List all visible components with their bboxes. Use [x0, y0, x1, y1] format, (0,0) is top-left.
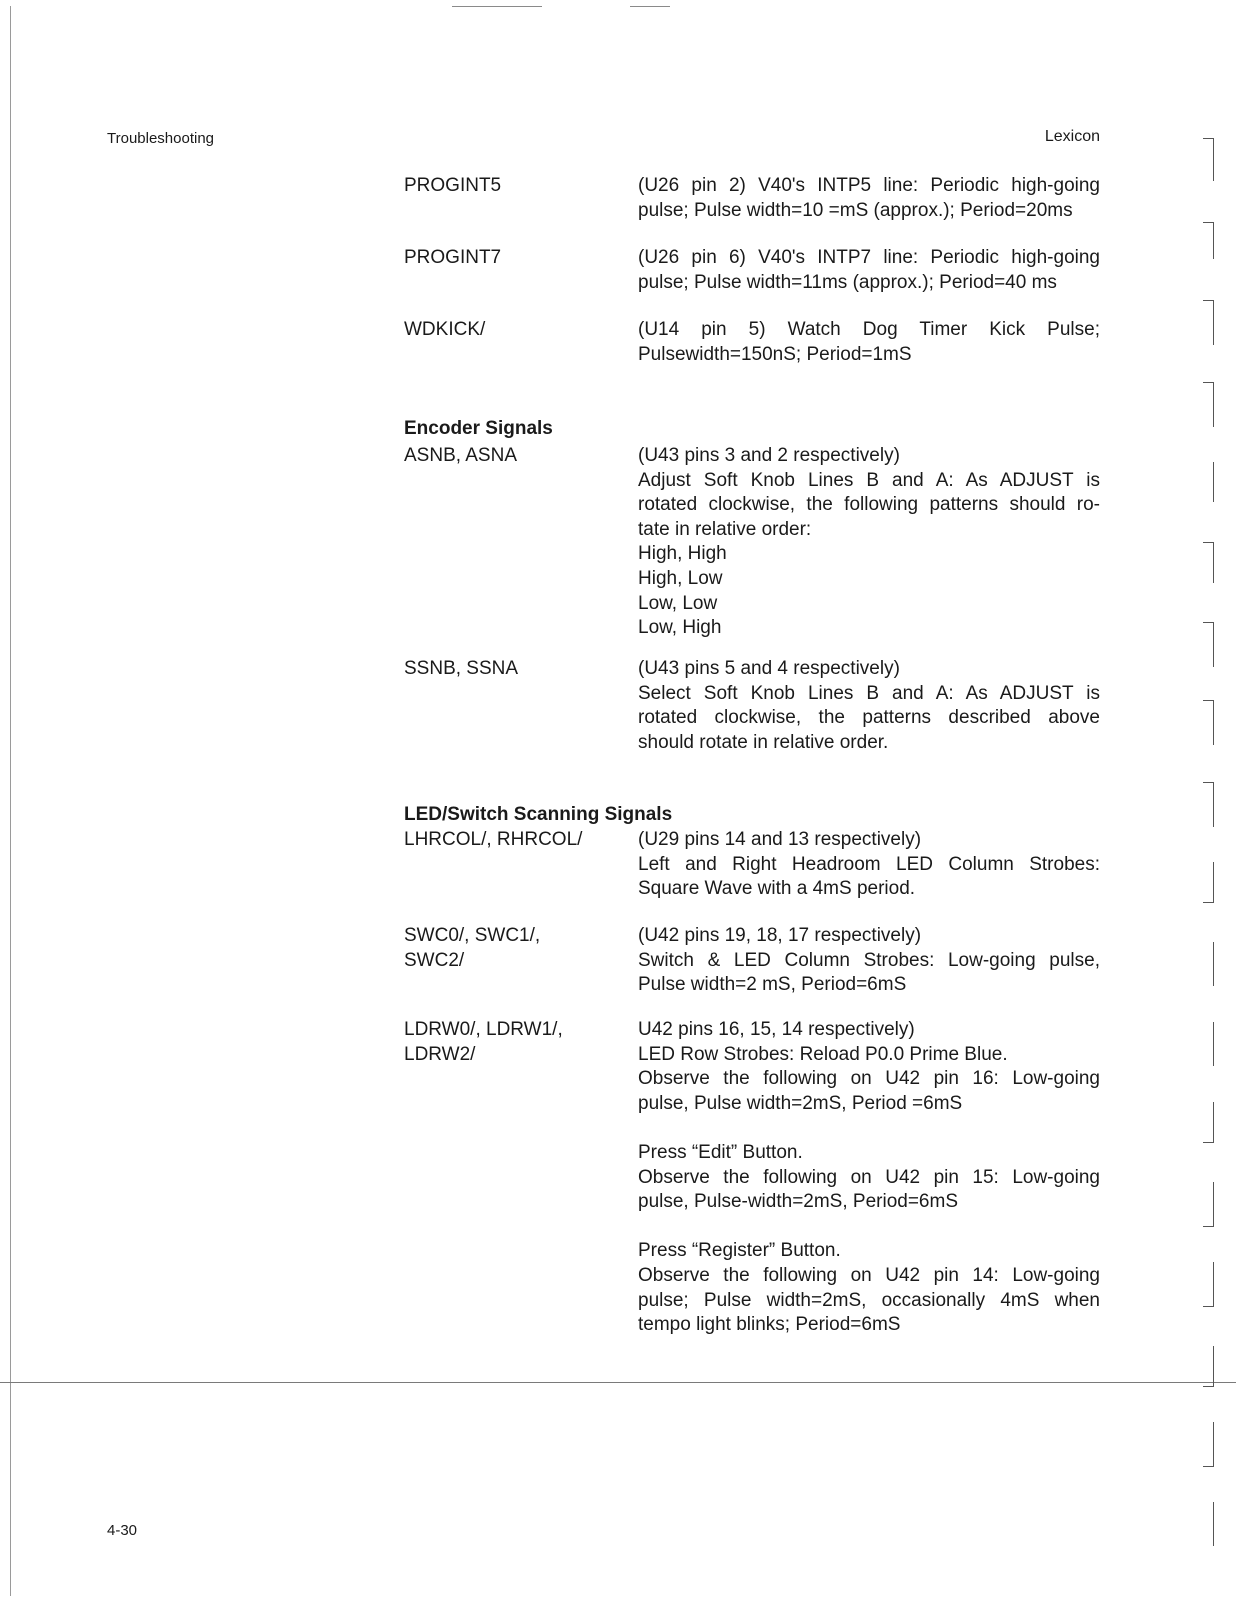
- scan-left-edge: [10, 6, 11, 1596]
- binding-bracket: [1203, 1182, 1214, 1227]
- signal-name: WDKICK/: [404, 319, 486, 340]
- binding-bracket: [1203, 1422, 1214, 1467]
- signal-description: (U26 pin 6) V40's INTP7 line: Periodic high-going pulse; Pulse width=11ms (approx.); Period=40 ms: [638, 247, 1100, 293]
- signal-description: (U26 pin 2) V40's INTP5 line: Periodic high-going pulse; Pulse width=10 =mS (approx.); Period=20ms: [638, 175, 1100, 221]
- signal-description: (U14 pin 5) Watch Dog Timer Kick Pulse; Pulsewidth=150nS; Period=1mS: [638, 319, 1100, 365]
- signal-name: LHRCOL/, RHRCOL/: [404, 829, 583, 850]
- signal-description: (U43 pins 3 and 2 respectively) Adjust Soft Knob Lines B and A: As ADJUST is rotated clockwise, the following patterns should ro- tate in relative order: High, High High, Low Low, Low Low, High: [638, 445, 1100, 639]
- signal-name: SWC0/, SWC1/, SWC2/: [404, 925, 541, 971]
- page-number: 4-30: [107, 1522, 138, 1539]
- signal-name: SSNB, SSNA: [404, 658, 519, 679]
- signal-name: ASNB, ASNA: [404, 445, 517, 466]
- scan-top-mark: [630, 6, 670, 7]
- signal-description: (U43 pins 5 and 4 respectively) Select Soft Knob Lines B and A: As ADJUST is rotated clockwise, the patterns described above should rotate in relative order.: [638, 658, 1100, 753]
- binding-bracket: [1203, 300, 1214, 345]
- signal-description: (U29 pins 14 and 13 respectively) Left and Right Headroom LED Column Strobes: Square Wave with a 4mS period.: [638, 829, 1100, 900]
- signal-name: PROGINT5: [404, 175, 502, 196]
- paragraph-gap: [638, 1116, 1100, 1141]
- section-heading-encoder: Encoder Signals: [404, 418, 553, 439]
- binding-bracket: [1203, 1102, 1214, 1143]
- binding-bracket: [1203, 1346, 1214, 1387]
- binding-bracket: [1203, 138, 1214, 181]
- binding-bracket: [1203, 382, 1214, 427]
- paragraph-gap: [638, 1215, 1100, 1240]
- scan-top-mark: [452, 6, 542, 7]
- binding-bracket: [1203, 1502, 1214, 1546]
- binding-bracket: [1203, 782, 1214, 827]
- binding-bracket: [1203, 862, 1214, 903]
- binding-bracket: [1203, 622, 1214, 667]
- binding-bracket: [1203, 942, 1214, 986]
- signal-description: U42 pins 16, 15, 14 respectively) LED Row Strobes: Reload P0.0 Prime Blue. Observe the following on U42 pin 16: Low-going pulse, Pulse width=2mS, Period =6mS Press “Edit” Button. Observe the following on U42 pin 15: Low-going pulse, Pulse-width=2mS, Period=6mS Press “Register” Button. Observe the following on U42 pin 14: Low-going pulse; Pulse width=2mS, occasionally 4mS when tempo light blinks; Period=6mS: [638, 1019, 1100, 1336]
- scan-horizontal-rule: [0, 1382, 1236, 1383]
- binding-bracket: [1203, 222, 1214, 259]
- binding-bracket: [1203, 700, 1214, 745]
- running-header-section: Troubleshooting: [107, 130, 215, 147]
- binding-bracket: [1203, 542, 1214, 583]
- signal-name: PROGINT7: [404, 247, 502, 268]
- running-header-brand: Lexicon: [1044, 128, 1100, 145]
- binding-bracket: [1203, 1262, 1214, 1307]
- signal-description: (U42 pins 19, 18, 17 respectively) Switch & LED Column Strobes: Low-going pulse, Pulse width=2 mS, Period=6mS: [638, 925, 1100, 996]
- section-heading-led-switch: LED/Switch Scanning Signals: [404, 804, 673, 825]
- signal-name: LDRW0/, LDRW1/, LDRW2/: [404, 1019, 563, 1065]
- binding-bracket: [1203, 1022, 1214, 1066]
- binding-bracket: [1203, 462, 1214, 502]
